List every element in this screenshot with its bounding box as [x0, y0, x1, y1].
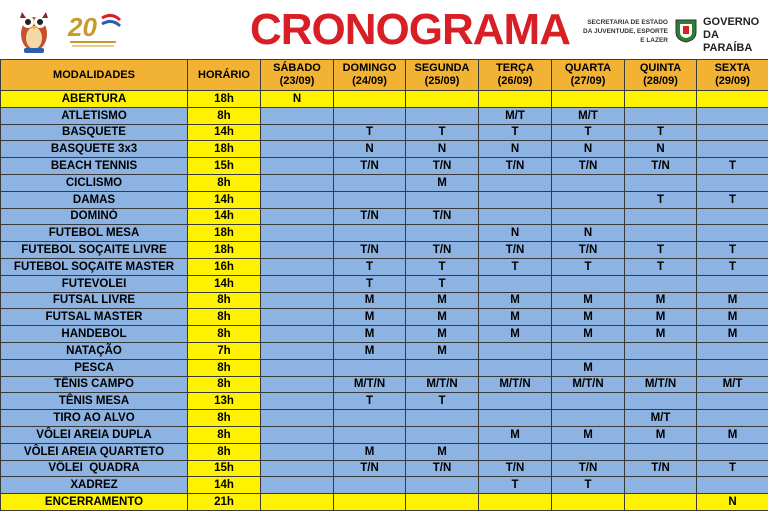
column-header	[334, 60, 406, 91]
day-cell: M/T/N	[334, 376, 406, 393]
table-row	[1, 292, 768, 309]
table-row	[1, 393, 768, 410]
day-cell: T	[552, 477, 625, 494]
column-label: SEGUNDA	[414, 62, 470, 74]
table-row	[1, 359, 768, 376]
day-cell: N	[697, 494, 768, 511]
day-cell	[697, 342, 768, 359]
column-label: TERÇA	[496, 62, 534, 74]
day-cell	[697, 359, 768, 376]
modality-cell: BASQUETE	[1, 124, 188, 141]
time-cell: 8h	[188, 326, 261, 343]
day-cell	[261, 359, 334, 376]
day-cell	[552, 191, 625, 208]
day-cell: M	[479, 426, 552, 443]
time-cell: 16h	[188, 258, 261, 275]
day-cell: M	[697, 292, 768, 309]
column-header	[479, 60, 552, 91]
column-date: (28/09)	[643, 75, 678, 87]
time-cell: 18h	[188, 91, 261, 108]
modality-cell: ENCERRAMENTO	[1, 494, 188, 511]
time-cell: 14h	[188, 477, 261, 494]
day-cell	[406, 477, 479, 494]
modality-cell: FUTEBOL SOÇAITE LIVRE	[1, 242, 188, 259]
day-cell: M	[697, 309, 768, 326]
day-cell	[261, 258, 334, 275]
time-cell: 8h	[188, 410, 261, 427]
day-cell	[625, 208, 697, 225]
modality-cell: TÊNIS MESA	[1, 393, 188, 410]
modality-cell: DOMINÓ	[1, 208, 188, 225]
modality-cell: NATAÇÃO	[1, 342, 188, 359]
day-cell	[261, 376, 334, 393]
modality-cell: CICLISMO	[1, 174, 188, 191]
table-row	[1, 376, 768, 393]
column-label: QUARTA	[564, 62, 612, 74]
day-cell	[625, 443, 697, 460]
day-cell: T	[334, 258, 406, 275]
day-cell	[697, 174, 768, 191]
day-cell: T	[406, 275, 479, 292]
day-cell	[261, 393, 334, 410]
time-cell: 21h	[188, 494, 261, 511]
day-cell: T/N	[479, 158, 552, 175]
day-cell	[334, 107, 406, 124]
day-cell	[479, 91, 552, 108]
day-cell	[261, 460, 334, 477]
day-cell: N	[552, 225, 625, 242]
day-cell: M	[552, 426, 625, 443]
day-cell: N	[261, 91, 334, 108]
time-cell: 8h	[188, 376, 261, 393]
day-cell	[334, 91, 406, 108]
day-cell	[552, 393, 625, 410]
day-cell	[261, 141, 334, 158]
time-cell: 7h	[188, 342, 261, 359]
page-title: CRONOGRAMA	[250, 5, 570, 54]
modality-cell: VÔLEI AREIA DUPLA	[1, 426, 188, 443]
column-date: (29/09)	[715, 75, 750, 87]
column-date: (23/09)	[279, 75, 315, 87]
day-cell	[697, 225, 768, 242]
day-cell	[479, 342, 552, 359]
day-cell	[406, 359, 479, 376]
governo-line: DA PARAÍBA	[703, 29, 753, 54]
governo-line: GOVERNO	[703, 16, 760, 28]
day-cell: T/N	[552, 242, 625, 259]
day-cell: T	[334, 393, 406, 410]
modality-cell: FUTEBOL MESA	[1, 225, 188, 242]
day-cell	[261, 174, 334, 191]
table-row	[1, 174, 768, 191]
day-cell	[261, 342, 334, 359]
day-cell	[334, 494, 406, 511]
time-cell: 8h	[188, 443, 261, 460]
table-row	[1, 309, 768, 326]
day-cell: M	[625, 292, 697, 309]
time-cell: 14h	[188, 191, 261, 208]
day-cell: N	[479, 141, 552, 158]
column-label: MODALIDADES	[53, 68, 135, 81]
day-cell: T/N	[479, 242, 552, 259]
schedule-body	[1, 91, 768, 511]
day-cell	[552, 91, 625, 108]
day-cell	[334, 191, 406, 208]
day-cell: T/N	[406, 208, 479, 225]
day-cell: T	[697, 460, 768, 477]
day-cell: T	[334, 124, 406, 141]
day-cell	[406, 494, 479, 511]
day-cell: T	[406, 393, 479, 410]
time-cell: 18h	[188, 242, 261, 259]
day-cell	[625, 275, 697, 292]
day-cell: N	[334, 141, 406, 158]
table-row	[1, 426, 768, 443]
day-cell: M	[479, 326, 552, 343]
day-cell	[261, 124, 334, 141]
column-date: (24/09)	[352, 75, 387, 87]
column-label: QUINTA	[639, 62, 682, 74]
day-cell	[552, 174, 625, 191]
day-cell	[261, 225, 334, 242]
column-label: SÁBADO	[273, 62, 321, 74]
column-header	[625, 60, 697, 91]
day-cell	[625, 174, 697, 191]
header-row	[1, 60, 768, 91]
day-cell	[697, 393, 768, 410]
day-cell: M	[406, 326, 479, 343]
day-cell: M	[625, 326, 697, 343]
modality-cell: ATLETISMO	[1, 107, 188, 124]
day-cell: N	[406, 141, 479, 158]
day-cell	[334, 426, 406, 443]
day-cell	[697, 208, 768, 225]
day-cell: M/T/N	[552, 376, 625, 393]
day-cell: T	[334, 275, 406, 292]
day-cell	[625, 342, 697, 359]
modality-cell: VÔLEI QUADRA	[1, 460, 188, 477]
day-cell: T	[697, 258, 768, 275]
event-20-anniversary-logo	[62, 8, 124, 50]
day-cell	[479, 393, 552, 410]
day-cell: M/T	[697, 376, 768, 393]
day-cell	[406, 91, 479, 108]
day-cell	[697, 91, 768, 108]
day-cell: M	[334, 342, 406, 359]
day-cell: M/T/N	[625, 376, 697, 393]
table-row	[1, 91, 768, 108]
day-cell	[334, 225, 406, 242]
table-row	[1, 494, 768, 511]
column-header	[261, 60, 334, 91]
day-cell	[261, 242, 334, 259]
time-cell: 8h	[188, 426, 261, 443]
day-cell: T	[625, 191, 697, 208]
table-row	[1, 124, 768, 141]
modality-cell: FUTEVOLEI	[1, 275, 188, 292]
day-cell	[697, 477, 768, 494]
table-row	[1, 275, 768, 292]
column-header	[188, 60, 261, 91]
modality-cell: DAMAS	[1, 191, 188, 208]
day-cell	[261, 410, 334, 427]
day-cell: T	[625, 124, 697, 141]
table-row	[1, 242, 768, 259]
table-row	[1, 342, 768, 359]
day-cell: N	[479, 225, 552, 242]
day-cell: T	[479, 258, 552, 275]
modality-cell: PESCA	[1, 359, 188, 376]
day-cell	[261, 208, 334, 225]
day-cell	[697, 124, 768, 141]
day-cell	[479, 208, 552, 225]
day-cell: M	[334, 309, 406, 326]
day-cell: M	[625, 309, 697, 326]
day-cell: M/T/N	[406, 376, 479, 393]
time-cell: 8h	[188, 309, 261, 326]
day-cell: M	[697, 326, 768, 343]
day-cell: T	[697, 158, 768, 175]
column-header	[406, 60, 479, 91]
day-cell: T	[625, 258, 697, 275]
day-cell	[552, 275, 625, 292]
governo-label	[703, 16, 768, 55]
day-cell: T	[552, 124, 625, 141]
table-row	[1, 107, 768, 124]
time-cell: 18h	[188, 225, 261, 242]
modality-cell: XADREZ	[1, 477, 188, 494]
day-cell	[552, 494, 625, 511]
day-cell: M	[406, 309, 479, 326]
column-label: DOMINGO	[342, 62, 397, 74]
day-cell	[261, 326, 334, 343]
schedule-table	[0, 59, 768, 511]
table-row	[1, 191, 768, 208]
table-row	[1, 443, 768, 460]
day-cell	[479, 275, 552, 292]
table-row	[1, 477, 768, 494]
time-cell: 14h	[188, 124, 261, 141]
day-cell	[261, 309, 334, 326]
paraiba-crest-icon	[672, 16, 700, 44]
secretaria-line: DA JUVENTUDE, ESPORTE	[583, 28, 668, 35]
day-cell: M/T	[479, 107, 552, 124]
day-cell: M	[406, 342, 479, 359]
day-cell	[406, 410, 479, 427]
day-cell	[334, 410, 406, 427]
day-cell: M	[406, 174, 479, 191]
day-cell	[406, 225, 479, 242]
modality-cell: VÔLEI AREIA QUARTETO	[1, 443, 188, 460]
table-row	[1, 460, 768, 477]
day-cell: M	[406, 443, 479, 460]
secretaria-label	[568, 18, 668, 45]
day-cell	[697, 107, 768, 124]
column-date: (26/09)	[497, 75, 533, 87]
table-row	[1, 410, 768, 427]
day-cell	[261, 158, 334, 175]
day-cell: T/N	[334, 158, 406, 175]
modality-cell: TÊNIS CAMPO	[1, 376, 188, 393]
column-date: (25/09)	[424, 75, 460, 87]
day-cell	[697, 141, 768, 158]
day-cell: M	[334, 292, 406, 309]
day-cell: M	[479, 309, 552, 326]
modality-cell: FUTSAL MASTER	[1, 309, 188, 326]
table-row	[1, 258, 768, 275]
table-row	[1, 141, 768, 158]
column-label: HORÁRIO	[198, 68, 250, 81]
day-cell	[552, 443, 625, 460]
day-cell	[334, 477, 406, 494]
secretaria-line: E LAZER	[640, 37, 668, 44]
day-cell: T/N	[334, 208, 406, 225]
day-cell	[261, 275, 334, 292]
column-label: SEXTA	[714, 62, 751, 74]
day-cell	[479, 359, 552, 376]
day-cell	[552, 342, 625, 359]
modality-cell: FUTEBOL SOÇAITE MASTER	[1, 258, 188, 275]
owl-mascot-logo	[14, 4, 54, 54]
day-cell	[625, 107, 697, 124]
day-cell	[697, 443, 768, 460]
day-cell	[261, 477, 334, 494]
day-cell: T/N	[406, 242, 479, 259]
day-cell: T	[697, 242, 768, 259]
day-cell	[479, 494, 552, 511]
modality-cell: ABERTURA	[1, 91, 188, 108]
modality-cell: BASQUETE 3x3	[1, 141, 188, 158]
day-cell: T/N	[552, 460, 625, 477]
modality-cell: HANDEBOL	[1, 326, 188, 343]
day-cell: T/N	[406, 460, 479, 477]
day-cell: M	[552, 292, 625, 309]
day-cell: T/N	[334, 460, 406, 477]
day-cell: M	[625, 426, 697, 443]
day-cell: M/T	[552, 107, 625, 124]
secretaria-line: SECRETARIA DE ESTADO	[587, 19, 668, 26]
day-cell: T	[479, 477, 552, 494]
day-cell: N	[625, 141, 697, 158]
day-cell	[261, 107, 334, 124]
day-cell: T/N	[625, 158, 697, 175]
day-cell: M	[697, 426, 768, 443]
day-cell	[261, 292, 334, 309]
time-cell: 14h	[188, 208, 261, 225]
day-cell	[625, 477, 697, 494]
time-cell: 13h	[188, 393, 261, 410]
table-row	[1, 225, 768, 242]
day-cell	[406, 191, 479, 208]
time-cell: 8h	[188, 174, 261, 191]
day-cell: N	[552, 141, 625, 158]
day-cell: T	[697, 191, 768, 208]
day-cell	[261, 426, 334, 443]
day-cell: T	[552, 258, 625, 275]
day-cell	[479, 191, 552, 208]
schedule-header	[1, 60, 768, 91]
day-cell: M/T/N	[479, 376, 552, 393]
day-cell: T/N	[334, 242, 406, 259]
day-cell	[552, 208, 625, 225]
day-cell	[261, 443, 334, 460]
page-header	[0, 0, 768, 59]
day-cell	[625, 494, 697, 511]
day-cell	[479, 443, 552, 460]
column-header	[1, 60, 188, 91]
day-cell: T	[625, 242, 697, 259]
table-row	[1, 208, 768, 225]
time-cell: 18h	[188, 141, 261, 158]
time-cell: 15h	[188, 158, 261, 175]
day-cell: M	[552, 359, 625, 376]
time-cell: 8h	[188, 107, 261, 124]
day-cell	[625, 393, 697, 410]
day-cell: T/N	[406, 158, 479, 175]
day-cell: T/N	[625, 460, 697, 477]
day-cell	[697, 410, 768, 427]
column-header	[552, 60, 625, 91]
time-cell: 14h	[188, 275, 261, 292]
modality-cell: BEACH TENNIS	[1, 158, 188, 175]
logo-number: 20	[68, 12, 97, 42]
day-cell	[625, 225, 697, 242]
day-cell	[261, 494, 334, 511]
time-cell: 8h	[188, 359, 261, 376]
day-cell: T	[406, 258, 479, 275]
day-cell	[625, 359, 697, 376]
day-cell	[552, 410, 625, 427]
day-cell: M	[552, 309, 625, 326]
modality-cell: FUTSAL LIVRE	[1, 292, 188, 309]
day-cell: T	[479, 124, 552, 141]
time-cell: 8h	[188, 292, 261, 309]
day-cell: T/N	[552, 158, 625, 175]
day-cell	[406, 426, 479, 443]
day-cell	[334, 359, 406, 376]
column-header	[697, 60, 768, 91]
day-cell: M	[479, 292, 552, 309]
day-cell: M	[334, 443, 406, 460]
day-cell: T	[406, 124, 479, 141]
day-cell	[697, 275, 768, 292]
day-cell: M	[406, 292, 479, 309]
time-cell: 15h	[188, 460, 261, 477]
day-cell: M	[552, 326, 625, 343]
day-cell	[479, 410, 552, 427]
day-cell	[261, 191, 334, 208]
day-cell: M	[334, 326, 406, 343]
day-cell: M/T	[625, 410, 697, 427]
day-cell	[334, 174, 406, 191]
modality-cell: TIRO AO ALVO	[1, 410, 188, 427]
day-cell	[479, 174, 552, 191]
table-row	[1, 326, 768, 343]
day-cell	[406, 107, 479, 124]
column-date: (27/09)	[570, 75, 606, 87]
day-cell: T/N	[479, 460, 552, 477]
table-row	[1, 158, 768, 175]
day-cell	[625, 91, 697, 108]
